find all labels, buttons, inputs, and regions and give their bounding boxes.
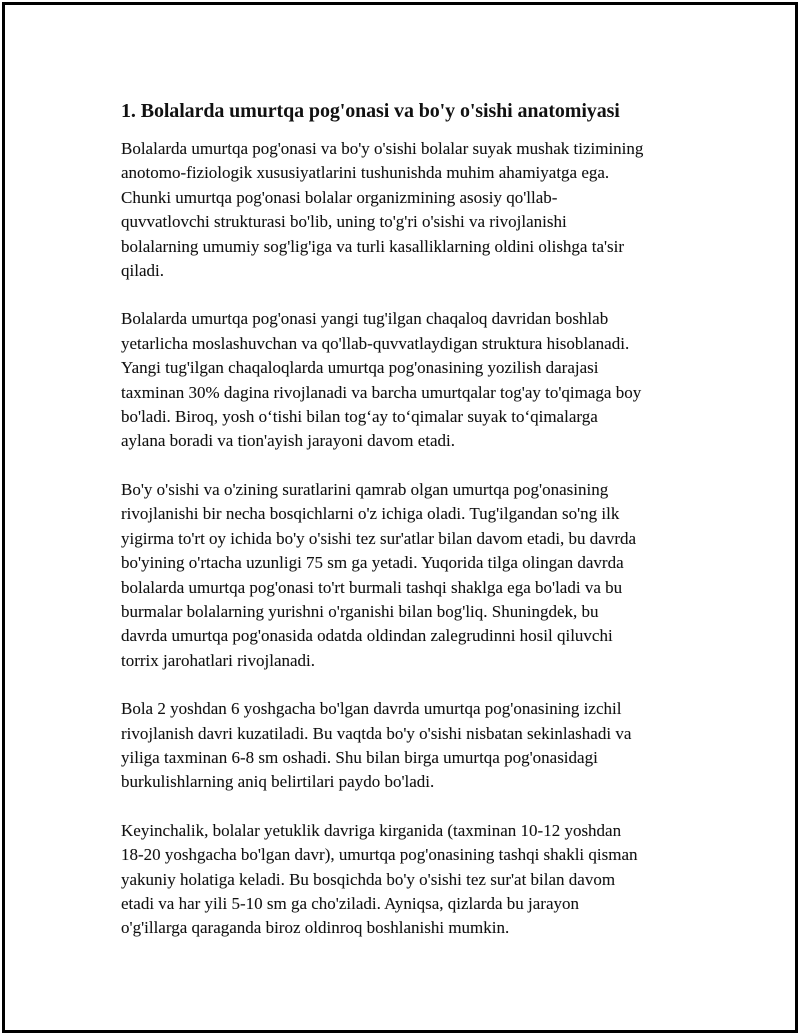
paragraph-line: yigirma to'rt oy ichida bo'y o'sishi tez sur'atlar bilan davom etadi, bu davrda <box>121 528 637 548</box>
paragraph-line: rivojlanishi bir necha bosqichlarni o'z ichiga oladi. Tug'ilgandan so'ng ilk <box>121 504 620 524</box>
paragraph-line: yiliga taxminan 6-8 sm oshadi. Shu bilan birga umurtqa pog'onasidagi <box>121 747 598 767</box>
paragraph-line: Yangi tug'ilgan chaqaloqlarda umurtqa pog'onasining yozilish darajasi <box>121 358 599 378</box>
paragraph-line: yakuniy holatiga keladi. Bu bosqichda bo'y o'sishi tez sur'at bilan davom <box>121 869 616 889</box>
paragraph-2 <box>121 307 691 453</box>
paragraph-line: Keyinchalik, bolalar yetuklik davriga kirganida (taxminan 10-12 yoshdan <box>121 820 622 840</box>
paragraph-line: taxminan 30% dagina rivojlanadi va barcha umurtqalar tog'ay to'qimaga boy <box>121 382 642 402</box>
paragraph-line: Bo'y o'sishi va o'zining suratlarini qamrab olgan umurtqa pog'onasining <box>121 479 609 499</box>
paragraph-line: bolalarning umumiy sog'lig'iga va turli kasalliklarning oldini olishga ta'sir <box>121 236 625 256</box>
paragraph-line: davrda umurtqa pog'onasida odatda oldindan zalegrudinni hosil qiluvchi <box>121 626 613 646</box>
paragraph-3 <box>121 478 691 673</box>
paragraph-line: anotomo-fiziologik xususiyatlarini tushunishda muhim ahamiyatga ega. <box>121 163 610 183</box>
paragraph-line: Chunki umurtqa pog'onasi bolalar organizmining asosiy qo'llab- <box>121 187 558 207</box>
paragraph-line: bo'ladi. Biroq, yosh o‘tishi bilan tog‘ay to‘qimalar suyak to‘qimalarga <box>121 407 598 427</box>
paragraph-line: aylana boradi va tion'ayish jarayoni davom etadi. <box>121 431 455 451</box>
paragraph-line: bo'yining o'rtacha uzunligi 75 sm ga yetadi. Yuqorida tilga olingan davrda <box>121 553 624 573</box>
paragraph-line: burmalar bolalarning yurishni o'rganishi bilan bog'liq. Shuningdek, bu <box>121 601 599 621</box>
paragraph-line: Bola 2 yoshdan 6 yoshgacha bo'lgan davrda umurtqa pog'onasining izchil <box>121 699 622 719</box>
paragraph-line: 18-20 yoshgacha bo'lgan davr), umurtqa pog'onasining tashqi shakli qisman <box>121 845 638 865</box>
paragraph-1 <box>121 137 691 283</box>
paragraph-line: yetarlicha moslashuvchan va qo'llab-quvvatlaydigan struktura hisoblanadi. <box>121 333 630 353</box>
paragraph-line: quvvatlovchi strukturasi bo'lib, uning to'g'ri o'sishi va rivojlanishi <box>121 212 567 232</box>
document-page <box>2 2 798 1033</box>
paragraph-line: Bolalarda umurtqa pog'onasi yangi tug'ilgan chaqaloq davridan boshlab <box>121 309 609 329</box>
paragraph-line: torrix jarohatlari rivojlanadi. <box>121 650 316 670</box>
paragraph-5 <box>121 819 691 941</box>
paragraph-line: Bolalarda umurtqa pog'onasi va bo'y o'sishi bolalar suyak mushak tizimining <box>121 139 644 158</box>
paragraph-line: qiladi. <box>121 261 164 281</box>
paragraph-4 <box>121 697 691 795</box>
paragraph-line: bolalarda umurtqa pog'onasi to'rt burmali tashqi shaklga ega bo'ladi va bu <box>121 577 623 597</box>
paragraph-line: o'g'illarga qaraganda biroz oldinroq boshlanishi mumkin. <box>121 918 510 938</box>
section-title: 1. Bolalarda umurtqa pog'onasi va bo'y o'sishi anatomiyasi <box>121 100 620 122</box>
document-content <box>121 98 691 965</box>
paragraph-line: burkulishlarning aniq belirtilari paydo bo'ladi. <box>121 772 435 792</box>
paragraph-line: etadi va har yili 5-10 sm ga cho'ziladi. Ayniqsa, qizlarda bu jarayon <box>121 893 580 913</box>
paragraph-line: rivojlanish davri kuzatiladi. Bu vaqtda bo'y o'sishi nisbatan sekinlashadi va <box>121 723 632 743</box>
